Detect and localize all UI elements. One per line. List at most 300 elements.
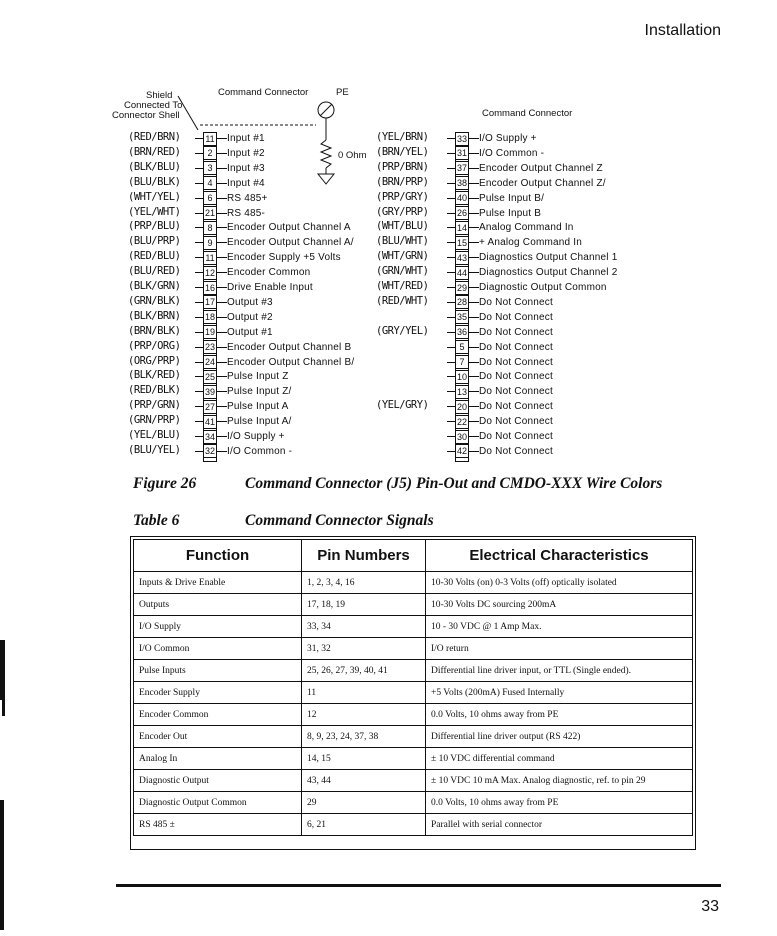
page-number: 33 [701,898,719,915]
pin-signal-label: Do Not Connect [479,416,553,428]
pin-signal-label: Diagnostics Output Channel 1 [479,252,618,264]
pin-lead-line [217,213,227,214]
wire-lead-line [195,332,203,333]
pin-row [455,385,553,398]
pin-row [203,356,354,369]
wire-color-label: (PRP/BRN) [376,160,429,173]
pin-row [455,296,553,309]
wire-lead-line [447,287,455,288]
pin-signal-label: Input #2 [227,147,265,159]
wire-lead-line [447,347,455,348]
wire-lead-line [195,302,203,303]
table-row [134,726,693,748]
wire-lead-line [447,153,455,154]
table-row [134,660,693,682]
scan-mark [0,640,5,700]
cell-pin-numbers: 29 [302,792,426,814]
figure-caption-label: Figure 26 [133,475,197,492]
cell-pin-numbers: 25, 26, 27, 39, 40, 41 [302,660,426,682]
pin-row [455,356,553,369]
pin-number: 17 [204,297,215,308]
pin-number: 43 [456,252,467,263]
cell-function: Diagnostic Output [134,770,302,792]
pin-number: 42 [456,446,467,457]
wire-color-label: (BLK/BLU) [128,160,181,173]
pin-row [203,341,351,354]
pin-signal-label: Do Not Connect [479,326,553,338]
pin-number: 14 [456,222,467,233]
pin-signal-label: Output #2 [227,311,273,323]
pin-lead-line [469,451,479,452]
wire-lead-line [447,183,455,184]
pin-number: 26 [456,208,467,218]
wire-lead-line [195,436,203,437]
pin-signal-label: Diagnostic Output Common [479,282,607,293]
cell-function: Encoder Supply [134,682,302,704]
shield-sublabel-1: Connected To [124,100,183,111]
pin-number: 19 [204,327,215,338]
cell-pin-numbers: 17, 18, 19 [302,594,426,616]
pin-number: 6 [203,191,217,205]
cell-function: Outputs [134,594,302,616]
pin-signal-label: Do Not Connect [479,356,553,368]
pin-signal-label: Encoder Output Channel Z/ [479,177,606,189]
pin-number: 18 [204,312,215,323]
wire-lead-line [447,391,455,392]
wire-lead-line [447,317,455,318]
pin-row [203,445,292,458]
pin-lead-line [469,406,479,407]
scan-mark [0,800,4,930]
pin-signal-label: I/O Supply + [227,431,285,442]
wire-lead-line [195,347,203,348]
pin-number: 29 [456,282,467,293]
pin-number: 33 [456,133,467,144]
wire-color-label: (WHT/GRN) [376,250,429,263]
pin-number: 44 [456,267,467,278]
wire-lead-line [195,272,203,273]
pin-number: 27 [204,401,215,412]
resistor-icon [321,140,331,168]
cell-pin-numbers: 6, 21 [302,814,426,836]
wire-lead-line [447,436,455,437]
pin-signal-label: + Analog Command In [479,237,583,249]
pin-signal-label: I/O Common - [479,147,545,159]
pin-row [203,370,289,383]
wire-lead-line [195,138,203,139]
pin-signal-label: Output #1 [227,326,273,338]
pin-lead-line [469,287,479,288]
pin-row [203,132,265,145]
pin-lead-line [217,317,227,318]
table-row [134,748,693,770]
wire-lead-line [447,332,455,333]
pin-lead-line [469,153,479,154]
cell-pin-numbers: 1, 2, 3, 4, 16 [302,572,426,594]
shield-sublabel-2: Connector Shell [112,110,180,121]
pin-signal-label: Do Not Connect [479,431,553,442]
pin-lead-line [469,213,479,214]
wire-color-label: (YEL/GRY) [376,399,429,412]
pin-row [203,296,273,309]
cell-electrical-characteristics: I/O return [426,638,693,660]
pin-lead-line [469,362,479,363]
pin-number: 15 [456,237,467,248]
pin-signal-label: Pulse Input B [479,207,542,219]
pin-lead-line [217,153,227,154]
pin-signal-label: Encoder Output Channel A/ [227,237,354,249]
pin-number: 39 [204,386,215,397]
pin-number: 4 [203,176,217,190]
pin-row [203,251,341,264]
wire-lead-line [195,451,203,452]
table-caption-title: Command Connector Signals [245,512,434,529]
wire-color-label: (YEL/WHT) [128,205,181,218]
pin-lead-line [469,198,479,199]
wire-lead-line [447,257,455,258]
pin-number: 11 [203,251,217,265]
pin-number: 21 [204,208,215,218]
pin-number: 23 [204,342,215,353]
pin-number: 9 [203,236,217,250]
pin-signal-label: Encoder Output Channel B/ [227,356,355,368]
wire-lead-line [195,406,203,407]
wire-color-label: (BLU/WHT) [376,235,429,248]
pin-lead-line [469,168,479,169]
table-row [134,594,693,616]
pin-signal-label: Do Not Connect [479,341,553,353]
cell-electrical-characteristics: ± 10 VDC 10 mA Max. Analog diagnostic, ref. to pin 29 [426,770,693,792]
pin-number: 35 [456,312,467,323]
wire-color-label: (RED/WHT) [376,294,429,307]
wire-lead-line [195,421,203,422]
pin-signal-label: Input #4 [227,177,265,189]
pin-number: 30 [456,431,467,442]
pin-signal-label: I/O Common - [227,445,293,457]
cell-electrical-characteristics: Differential line driver input, or TTL (Single ended). [426,660,693,682]
pin-signal-label: Do Not Connect [479,445,553,457]
figure-caption-title: Command Connector (J5) Pin-Out and CMDO-XXX Wire Colors [245,475,663,492]
wire-lead-line [195,391,203,392]
pin-row [455,251,617,264]
table-row [134,792,693,814]
wire-color-label: (BRN/PRP) [376,175,429,188]
cell-electrical-characteristics: 10-30 Volts DC sourcing 200mA [426,594,693,616]
cell-pin-numbers: 11 [302,682,426,704]
pin-row [203,281,313,294]
pin-lead-line [469,421,479,422]
shield-label: Shield [146,90,173,101]
pin-signal-label: Do Not Connect [479,311,553,323]
pin-lead-line [217,436,227,437]
pin-lead-line [217,227,227,228]
pin-signal-label: Encoder Output Channel A [227,222,351,234]
wire-color-label: (YEL/BRN) [376,131,429,143]
cell-electrical-characteristics: Parallel with serial connector [426,814,693,836]
pin-lead-line [469,302,479,303]
pin-number: 13 [456,386,467,397]
footer-rule [116,884,721,887]
header-electrical-characteristics: Electrical Characteristics [426,540,693,572]
pin-number: 32 [204,446,215,457]
wire-color-label: (PRP/GRN) [128,399,181,412]
pin-number: 3 [203,161,217,175]
pin-lead-line [469,272,479,273]
cell-function: RS 485 ± [134,814,302,836]
table-caption-label: Table 6 [133,512,180,529]
pin-row [455,311,553,324]
wire-lead-line [447,302,455,303]
pin-row [203,385,292,398]
wire-lead-line [447,406,455,407]
ground-icon [318,174,334,184]
pin-signal-label: Pulse Input Z [227,371,289,383]
pin-signal-label: Analog Command In [479,222,574,234]
wire-lead-line [447,376,455,377]
wire-color-label: (PRP/ORG) [128,339,181,352]
wire-color-label: (ORG/PRP) [128,354,181,367]
pin-lead-line [469,376,479,377]
table-row [134,616,693,638]
pin-lead-line [469,227,479,228]
pin-number: 2 [203,146,217,160]
pin-row [203,400,289,413]
cell-function: Diagnostic Output Common [134,792,302,814]
pin-row [455,192,544,205]
pe-label: PE [336,87,349,98]
cell-electrical-characteristics: 10-30 Volts (on) 0-3 Volts (off) optically isolated [426,572,693,594]
pin-lead-line [217,406,227,407]
wire-color-label: (GRY/PRP) [376,205,429,218]
cell-function: I/O Supply [134,616,302,638]
pin-signal-label: RS 485+ [227,192,268,204]
wire-color-label: (BLK/RED) [128,369,181,382]
wire-color-label: (YEL/BLU) [128,429,181,441]
pin-lead-line [217,272,227,273]
cell-electrical-characteristics: +5 Volts (200mA) Fused Internally [426,682,693,704]
cell-function: I/O Common [134,638,302,660]
pin-lead-line [217,183,227,184]
wire-lead-line [447,168,455,169]
wire-color-label: (RED/BLK) [128,384,181,397]
pin-signal-label: Pulse Input A [227,401,289,413]
wire-lead-line [447,272,455,273]
table-row [134,572,693,594]
pin-row [203,326,273,339]
pin-signal-label: Encoder Common [227,267,311,279]
pin-number: 8 [203,221,217,235]
pin-lead-line [469,332,479,333]
wire-lead-line [447,421,455,422]
pin-lead-line [469,138,479,139]
pin-number: 24 [204,357,215,367]
wire-lead-line [195,168,203,169]
pin-row [455,341,553,354]
pin-signal-label: Drive Enable Input [227,282,313,293]
pin-lead-line [469,242,479,243]
cell-pin-numbers: 12 [302,704,426,726]
pin-row [455,281,607,294]
wire-lead-line [195,362,203,363]
wire-color-label: (PRP/BLU) [128,220,181,233]
pin-row [455,266,617,279]
header-pin-numbers: Pin Numbers [302,540,426,572]
pin-lead-line [217,198,227,199]
wire-lead-line [195,213,203,214]
wire-color-label: (PRP/GRY) [376,190,429,203]
pin-row [203,415,292,428]
pin-row [203,266,310,279]
cell-electrical-characteristics: Differential line driver output (RS 422) [426,726,693,748]
pin-lead-line [217,287,227,288]
pin-number: 12 [204,267,215,278]
wire-color-label: (BRN/YEL) [376,145,429,158]
pin-lead-line [217,362,227,363]
pin-signal-label: Do Not Connect [479,386,553,398]
cell-pin-numbers: 43, 44 [302,770,426,792]
wire-color-label: (WHT/YEL) [128,190,181,203]
pin-lead-line [469,347,479,348]
pin-row [455,430,553,443]
cell-pin-numbers: 8, 9, 23, 24, 37, 38 [302,726,426,748]
cell-pin-numbers: 14, 15 [302,748,426,770]
pin-lead-line [217,332,227,333]
wire-color-label: (BLU/YEL) [128,443,181,456]
wire-color-label: (BLU/RED) [128,265,181,278]
wire-lead-line [447,362,455,363]
table-row [134,682,693,704]
pin-row [455,147,544,160]
pin-lead-line [217,302,227,303]
wire-lead-line [195,183,203,184]
pin-row [203,430,285,443]
table-row [134,814,693,836]
cell-function: Inputs & Drive Enable [134,572,302,594]
wire-color-label: (BLU/PRP) [128,235,181,248]
pin-signal-label: I/O Supply + [479,133,537,144]
wire-lead-line [447,227,455,228]
pin-row [455,221,574,234]
pin-row [455,445,553,458]
cell-pin-numbers: 33, 34 [302,616,426,638]
pin-signal-label: RS 485- [227,207,266,219]
pin-number: 25 [204,371,215,382]
pin-signal-label: Pulse Input A/ [227,416,292,428]
wire-lead-line [195,242,203,243]
pin-signal-label: Encoder Output Channel B [227,341,352,353]
cell-electrical-characteristics: 10 - 30 VDC @ 1 Amp Max. [426,616,693,638]
wire-lead-line [447,198,455,199]
pin-row [203,311,273,324]
pin-row [455,177,606,190]
pin-signal-label: Encoder Output Channel Z [479,162,603,174]
header-function: Function [134,540,302,572]
pin-signal-label: Do Not Connect [479,401,553,413]
wire-color-label: (BLU/BLK) [128,175,181,188]
cell-function: Analog In [134,748,302,770]
table-row [134,704,693,726]
wire-lead-line [447,451,455,452]
pin-lead-line [469,317,479,318]
table-header-row [134,540,693,572]
pin-lead-line [217,451,227,452]
pin-signal-label: Input #3 [227,162,265,174]
pin-lead-line [217,376,227,377]
cell-electrical-characteristics: 0.0 Volts, 10 ohms away from PE [426,704,693,726]
pin-row [203,221,351,234]
wire-lead-line [195,227,203,228]
wire-lead-line [195,287,203,288]
pin-signal-label: Input #1 [227,133,265,144]
wire-color-label: (BRN/BLK) [128,324,181,337]
wire-color-label: (BRN/RED) [128,145,181,158]
command-connector-label: Command Connector [218,87,309,98]
pin-number: 31 [456,148,467,159]
wire-lead-line [447,242,455,243]
pin-number: 36 [456,327,467,338]
wire-color-label: (RED/BRN) [128,131,181,143]
wire-color-label: (RED/BLU) [128,250,181,263]
pin-lead-line [469,257,479,258]
pin-number: 11 [203,132,217,146]
cell-function: Encoder Out [134,726,302,748]
wire-color-label: (GRY/YEL) [376,324,429,337]
wire-color-label: (GRN/BLK) [128,294,181,307]
pin-number: 16 [204,282,215,293]
pin-lead-line [217,168,227,169]
wire-lead-line [195,257,203,258]
pin-lead-line [469,391,479,392]
pin-number: 28 [456,297,467,308]
pin-row [455,207,541,220]
wire-color-label: (GRN/WHT) [376,265,429,278]
pin-row [203,147,265,160]
pin-signal-label: Do Not Connect [479,371,553,383]
pin-row [455,415,553,428]
wire-color-label: (BLK/GRN) [128,280,181,292]
cell-function: Encoder Common [134,704,302,726]
wire-color-label: (WHT/RED) [376,280,429,292]
pin-number: 5 [455,340,469,354]
pin-number: 40 [456,193,467,204]
pin-row [203,177,265,190]
pin-row [455,132,537,145]
pin-number: 7 [455,355,469,369]
wire-lead-line [447,213,455,214]
pin-row [455,162,603,175]
pin-signal-label: Output #3 [227,296,273,308]
pin-row [203,236,354,249]
wire-lead-line [195,376,203,377]
table-row [134,638,693,660]
pin-signal-label: Pulse Input B/ [479,192,545,204]
wire-lead-line [195,317,203,318]
command-connector-signals-table [133,539,693,836]
pin-signal-label: Diagnostics Output Channel 2 [479,267,618,279]
pin-number: 10 [456,371,467,382]
pin-row [203,207,265,220]
pin-signal-label: Do Not Connect [479,296,553,308]
pin-number: 37 [456,163,467,174]
pin-signal-label: Encoder Supply +5 Volts [227,252,341,264]
section-title: Installation [644,22,721,39]
pin-signal-label: Pulse Input Z/ [227,386,292,398]
shield-leader-line [178,96,198,130]
cell-electrical-characteristics: ± 10 VDC differential command [426,748,693,770]
wire-color-label: (WHT/BLU) [376,220,429,233]
cell-electrical-characteristics: 0.0 Volts, 10 ohms away from PE [426,792,693,814]
pin-lead-line [217,138,227,139]
